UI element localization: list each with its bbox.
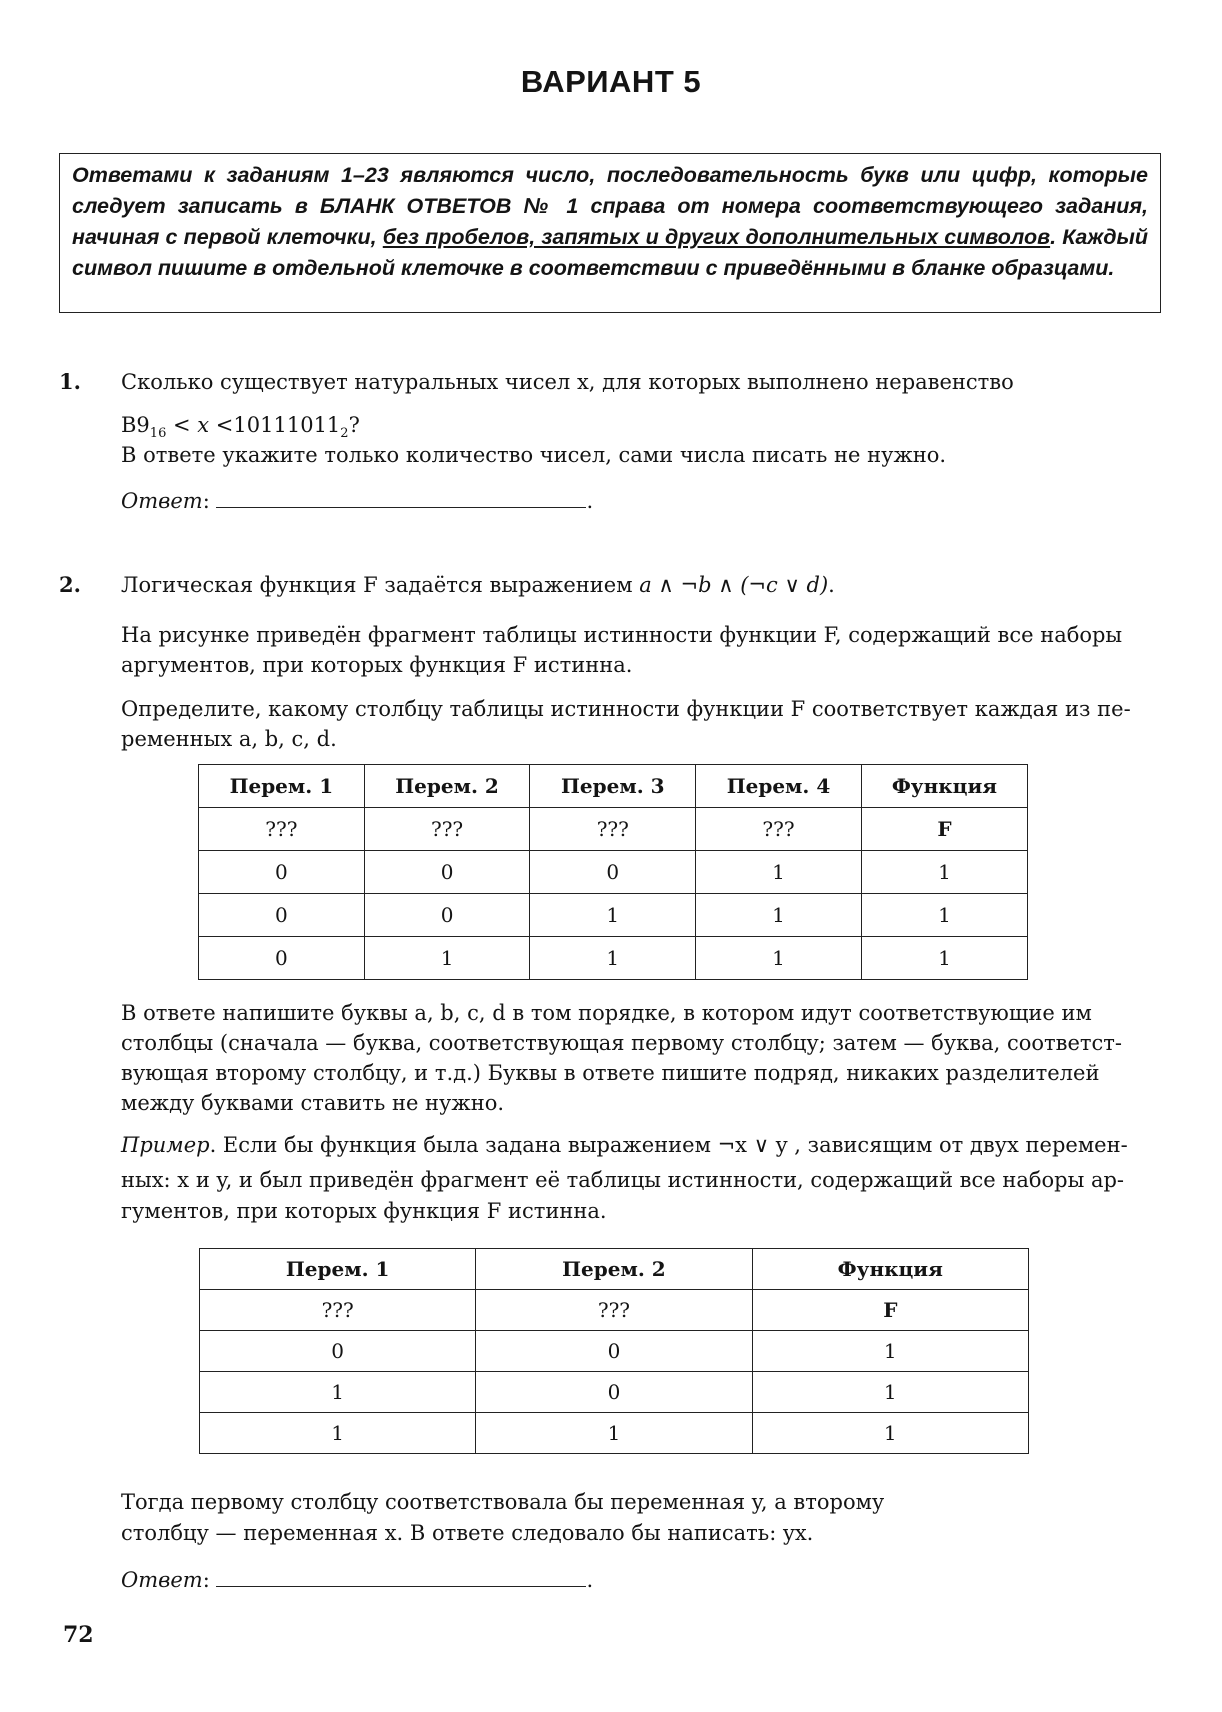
inequality-question-mark: ? (348, 413, 360, 437)
line-end-dot: . (828, 573, 835, 597)
table-cell: 1 (861, 851, 1027, 894)
question-2-intro: Логическая функция F задаётся выражением (121, 573, 640, 597)
table-cell: ??? (199, 808, 365, 851)
table-cell: 1 (752, 1372, 1028, 1413)
example-text: . Если бы функция была задана выражением ¬x ∨ y , зависящим от двух перемен- (209, 1133, 1128, 1157)
table-header: Перем. 4 (696, 765, 862, 808)
table-cell: 0 (530, 851, 696, 894)
table-cell: 1 (530, 937, 696, 980)
table-row (199, 894, 1028, 937)
table-cell: 1 (696, 937, 862, 980)
answer-dot: . (586, 1568, 594, 1592)
example-label: Пример (121, 1133, 210, 1157)
inequality-upper-bound: 10111011 (233, 413, 341, 437)
table-header: Функция (752, 1249, 1028, 1290)
answer-colon: : (202, 489, 210, 513)
table-cell: 0 (476, 1331, 752, 1372)
question-1-answer (121, 486, 1161, 516)
question-2-line-1 (121, 570, 1161, 600)
answer-dot: . (586, 489, 594, 513)
page-title: ВАРИАНТ 5 (520, 64, 702, 99)
question-1-line-1: Сколько существует натуральных чисел x, для которых выполнено неравенство (121, 370, 1014, 394)
instructions-text-2: . Каждый символ пишите в отдельной клеточке в соответствии с приведёнными в бланке образцами. (72, 225, 1148, 280)
question-2-p1-l1: На рисунке приведён фрагмент таблицы истинности функции F, содержащий все наборы (121, 623, 1123, 647)
instructions-box (59, 153, 1161, 313)
table-cell: 0 (364, 894, 530, 937)
question-2-answer (121, 1565, 1161, 1595)
table-row (199, 851, 1028, 894)
table-cell: 1 (530, 894, 696, 937)
question-2-p3-l4: между буквами ставить не нужно. (121, 1091, 505, 1115)
instructions-text-1: Ответами к заданиям 1–23 являются число, последовательность букв или цифр, которые следует записать в БЛАНК ОТВЕТОВ № 1 справа от номера соответствующего задания, начиная с первой клеточки, (72, 163, 1148, 249)
table-cell: ??? (476, 1290, 752, 1331)
instructions-underlined: без пробелов, запятых и других дополнительных символов (382, 225, 1051, 249)
table-cell: 1 (200, 1413, 476, 1454)
table-cell: 1 (476, 1413, 752, 1454)
table-header-row (200, 1249, 1029, 1290)
inequality-lower-bound: B9 (121, 413, 150, 437)
table-cell: 1 (696, 851, 862, 894)
example-line-3: гументов, при которых функция F истинна. (121, 1199, 607, 1223)
table-row (199, 937, 1028, 980)
table-row (200, 1290, 1029, 1331)
question-2-p3-l3: вующая второму столбцу, и т.д.) Буквы в ответе пишите подряд, никаких разделителей (121, 1061, 1100, 1085)
example-line-1 (121, 1130, 1161, 1160)
inequality-middle: < x < (166, 413, 234, 437)
table-cell: 1 (200, 1372, 476, 1413)
table-cell: F (752, 1290, 1028, 1331)
table-header: Перем. 1 (199, 765, 365, 808)
truth-table-2 (199, 1248, 1029, 1454)
question-2-p3-l2: столбцы (сначала — буква, соответствующая первому столбцу; затем — буква, соответст- (121, 1031, 1122, 1055)
answer-label: Ответ (121, 489, 203, 513)
conclusion-line-1: Тогда первому столбцу соответствовала бы переменная y, а второму (121, 1490, 885, 1514)
table-cell: F (861, 808, 1027, 851)
table-cell: 0 (199, 851, 365, 894)
table-cell: 1 (861, 937, 1027, 980)
table-row (200, 1413, 1029, 1454)
question-2-p2-l2: ременных a, b, c, d. (121, 727, 337, 751)
table-header-row (199, 765, 1028, 808)
table-cell: ??? (696, 808, 862, 851)
answer-colon: : (202, 1568, 210, 1592)
table-header: Перем. 3 (530, 765, 696, 808)
table-row (199, 808, 1028, 851)
question-2-p3-l1: В ответе напишите буквы a, b, c, d в том порядке, в котором идут соответствующие им (121, 1001, 1092, 1025)
upper-bound-base: 2 (340, 426, 349, 442)
table-cell: 0 (199, 937, 365, 980)
answer-field-1[interactable] (216, 489, 586, 508)
page-number: 72 (63, 1622, 94, 1648)
table-cell: 1 (861, 894, 1027, 937)
answer-label: Ответ (121, 1568, 203, 1592)
table-header: Перем. 1 (200, 1249, 476, 1290)
question-1-line-3: В ответе укажите только количество чисел, сами числа писать не нужно. (121, 443, 947, 467)
table-cell: 1 (364, 937, 530, 980)
table-cell: 0 (200, 1331, 476, 1372)
truth-table-1 (198, 764, 1028, 980)
answer-field-2[interactable] (216, 1568, 586, 1587)
table-cell: 0 (364, 851, 530, 894)
table-cell: ??? (530, 808, 696, 851)
question-2-number: 2. (59, 572, 81, 597)
logic-expression: a ∧ ¬b ∧ (¬c ∨ d) (639, 573, 829, 597)
table-cell: 1 (752, 1413, 1028, 1454)
table-header: Функция (861, 765, 1027, 808)
table-cell: 0 (199, 894, 365, 937)
table-cell: 0 (476, 1372, 752, 1413)
question-1-number: 1. (59, 369, 81, 394)
table-header: Перем. 2 (364, 765, 530, 808)
conclusion-line-2: столбцу — переменная x. В ответе следовало бы написать: yx. (121, 1521, 814, 1545)
lower-bound-base: 16 (149, 426, 167, 442)
example-line-2: ных: x и y, и был приведён фрагмент её таблицы истинности, содержащий все наборы ар- (121, 1168, 1125, 1192)
table-header: Перем. 2 (476, 1249, 752, 1290)
table-cell: 1 (696, 894, 862, 937)
table-cell: 1 (752, 1331, 1028, 1372)
table-row (200, 1331, 1029, 1372)
table-cell: ??? (200, 1290, 476, 1331)
question-2-p1-l2: аргументов, при которых функция F истинна. (121, 653, 633, 677)
table-cell: ??? (364, 808, 530, 851)
question-2-p2-l1: Определите, какому столбцу таблицы истинности функции F соответствует каждая из пе- (121, 697, 1131, 721)
table-row (200, 1372, 1029, 1413)
